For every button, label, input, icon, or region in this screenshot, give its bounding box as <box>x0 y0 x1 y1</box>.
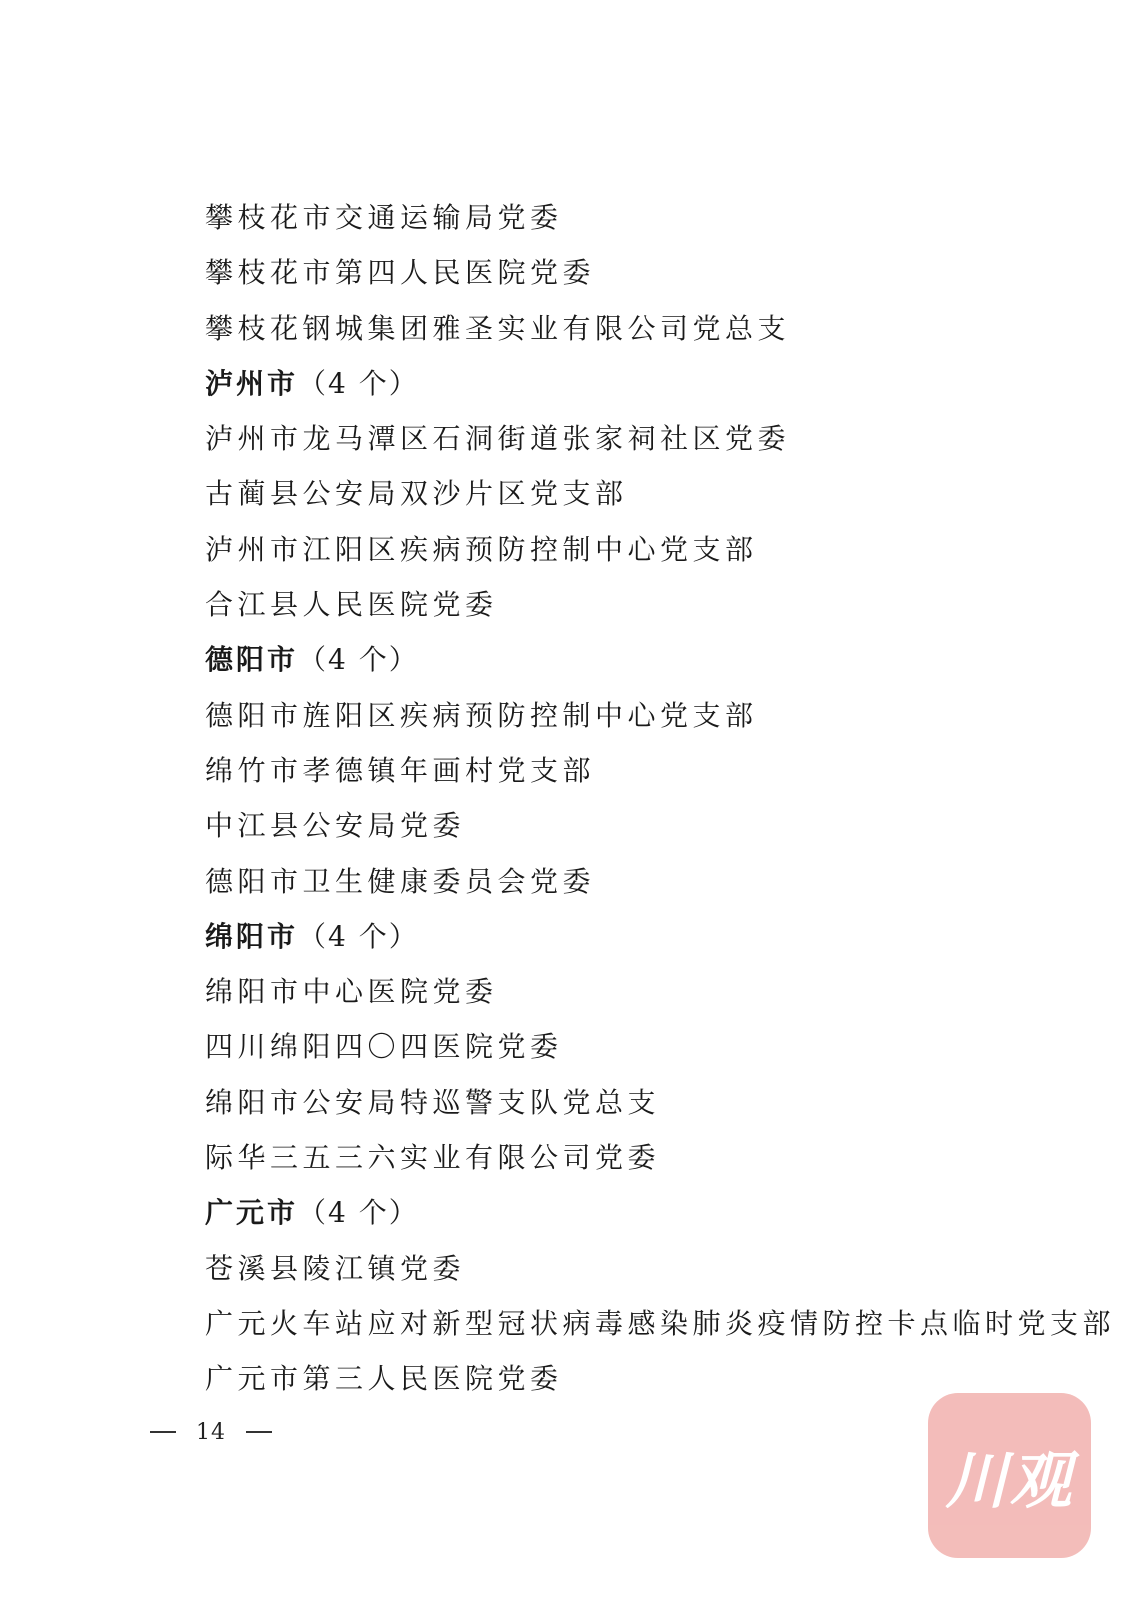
list-item: 绵竹市孝德镇年画村党支部 <box>205 753 596 787</box>
section-heading <box>205 356 1065 411</box>
footer-dash-left <box>150 1431 176 1433</box>
list-item: 德阳市卫生健康委员会党委 <box>205 864 596 898</box>
section-heading-count: （4 个） <box>298 1196 419 1230</box>
section-heading <box>205 1185 1065 1240</box>
list-item: 绵阳市中心医院党委 <box>205 975 498 1009</box>
section-heading <box>205 632 1065 687</box>
document-body <box>205 190 1116 1407</box>
list-item: 德阳市旌阳区疾病预防控制中心党支部 <box>205 698 758 732</box>
page-footer <box>150 1416 272 1448</box>
section-heading-count: （4 个） <box>298 366 419 400</box>
section-heading-count: （4 个） <box>298 919 419 953</box>
list-item: 古蔺县公安局双沙片区党支部 <box>205 477 628 511</box>
page-number: 14 <box>196 1419 226 1445</box>
list-item: 泸州市龙马潭区石洞街道张家祠社区党委 <box>205 422 791 456</box>
list-item: 绵阳市公安局特巡警支队党总支 <box>205 1085 661 1119</box>
list-item: 合江县人民医院党委 <box>205 588 498 622</box>
list-item: 四川绵阳四〇四医院党委 <box>205 1030 563 1064</box>
section-heading-city: 泸州市 <box>205 366 299 400</box>
list-item: 广元火车站应对新型冠状病毒感染肺炎疫情防控卡点临时党支部 <box>205 1306 1116 1340</box>
list-item: 苍溪县陵江镇党委 <box>205 1251 466 1285</box>
list-item: 攀枝花市第四人民医院党委 <box>205 256 596 290</box>
section-heading-city: 广元市 <box>205 1196 299 1230</box>
list-item: 攀枝花市交通运输局党委 <box>205 201 563 234</box>
section-heading <box>205 909 1065 964</box>
section-heading-count: （4 个） <box>298 643 419 677</box>
chuanguan-watermark-logo <box>928 1393 1091 1558</box>
section-heading-city: 绵阳市 <box>205 919 299 953</box>
list-item: 中江县公安局党委 <box>205 809 466 843</box>
list-item: 际华三五三六实业有限公司党委 <box>205 1141 661 1175</box>
section-heading-city: 德阳市 <box>205 643 299 677</box>
list-item: 广元市第三人民医院党委 <box>205 1362 563 1396</box>
list-item: 攀枝花钢城集团雅圣实业有限公司党总支 <box>205 311 791 345</box>
footer-dash-right <box>246 1431 272 1433</box>
list-item: 泸州市江阳区疾病预防控制中心党支部 <box>205 532 758 566</box>
watermark-text: 川观 <box>945 1444 1074 1517</box>
